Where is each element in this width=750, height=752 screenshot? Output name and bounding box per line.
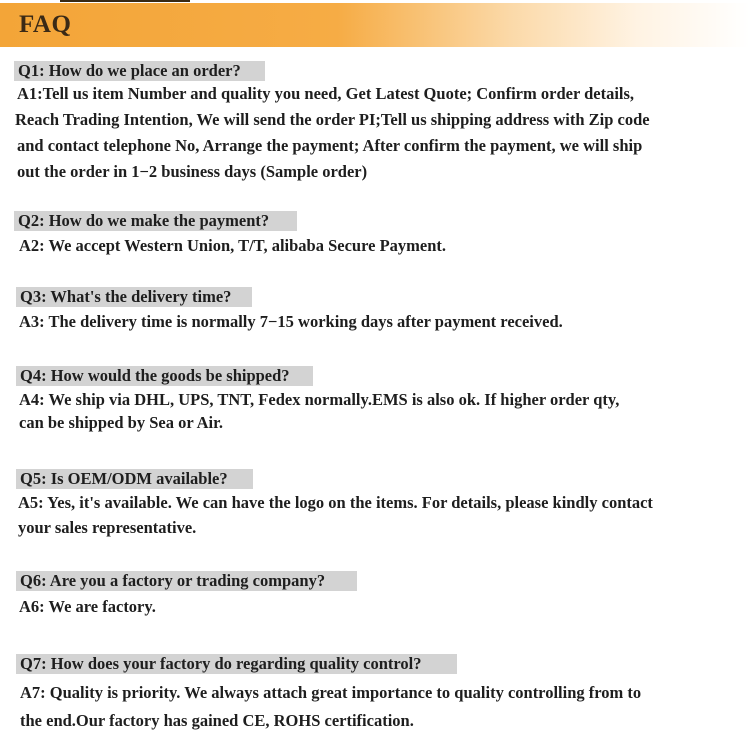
question-2: Q2: How do we make the payment? bbox=[14, 211, 297, 231]
answer-line: your sales representative. bbox=[18, 518, 197, 537]
answer-line: A7: Quality is priority. We always attach great importance to quality controlling from to bbox=[20, 683, 642, 702]
question-6: Q6: Are you a factory or trading company? bbox=[16, 571, 357, 591]
answer-6 bbox=[19, 594, 156, 620]
answer-1 bbox=[17, 81, 650, 185]
answer-line: A4: We ship via DHL, UPS, TNT, Fedex normally.EMS is also ok. If higher order qty, bbox=[19, 390, 620, 409]
question-3: Q3: What's the delivery time? bbox=[16, 287, 252, 307]
answer-line: the end.Our factory has gained CE, ROHS certification. bbox=[20, 711, 414, 730]
page-title: FAQ bbox=[19, 11, 72, 38]
question-1: Q1: How do we place an order? bbox=[14, 61, 265, 81]
answer-line: Reach Trading Intention, We will send the order PI;Tell us shipping address with Zip code bbox=[15, 110, 650, 129]
answer-line: A3: The delivery time is normally 7−15 working days after payment received. bbox=[19, 312, 563, 331]
question-4: Q4: How would the goods be shipped? bbox=[16, 366, 313, 386]
answer-line: A5: Yes, it's available. We can have the logo on the items. For details, please kindly contact bbox=[18, 493, 653, 512]
question-7: Q7: How does your factory do regarding quality control? bbox=[16, 654, 457, 674]
answer-line: can be shipped by Sea or Air. bbox=[19, 413, 224, 432]
answer-4 bbox=[19, 388, 619, 434]
answer-3 bbox=[19, 309, 563, 335]
answer-line: A2: We accept Western Union, T/T, alibaba Secure Payment. bbox=[19, 236, 447, 255]
answer-line: and contact telephone No, Arrange the payment; After confirm the payment, we will ship bbox=[17, 136, 643, 155]
answer-line: out the order in 1−2 business days (Sample order) bbox=[17, 162, 368, 181]
answer-2 bbox=[19, 233, 446, 259]
answer-5 bbox=[18, 490, 653, 540]
faq-header bbox=[0, 3, 750, 47]
answer-line: A1:Tell us item Number and quality you need, Get Latest Quote; Confirm order details, bbox=[17, 84, 635, 103]
question-5: Q5: Is OEM/ODM available? bbox=[16, 469, 253, 489]
top-decor-bar bbox=[60, 0, 190, 2]
answer-7 bbox=[20, 679, 641, 735]
answer-line: A6: We are factory. bbox=[19, 597, 156, 616]
